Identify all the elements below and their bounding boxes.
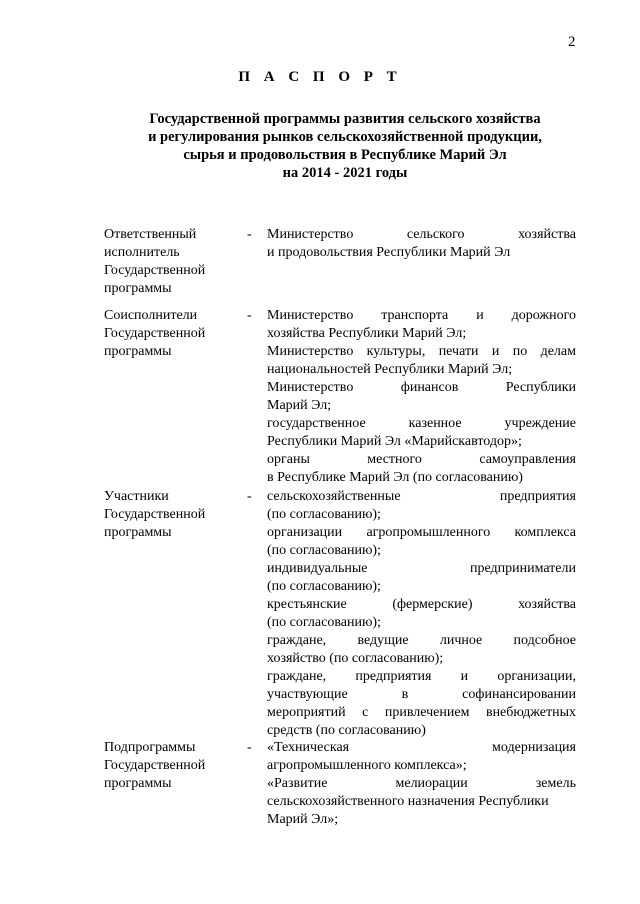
section-label-line: программы: [104, 525, 172, 540]
section-label-line: Ответственный: [104, 227, 197, 242]
section-label: [104, 307, 234, 361]
content-text: подсобное: [513, 633, 576, 648]
content-text: Министерство: [267, 227, 354, 242]
section-label: [104, 226, 234, 298]
content-text: софинансировании: [462, 687, 576, 702]
content-text: организации,: [497, 669, 576, 684]
content-text: агропромышленного комплекса»;: [267, 758, 467, 773]
section-label-line: Участники: [104, 489, 169, 504]
content-line: [267, 361, 576, 379]
section-dash: -: [247, 489, 252, 504]
content-text: земель: [535, 776, 576, 791]
content-text: личное: [439, 633, 483, 648]
section-label: [104, 739, 234, 793]
content-line: [267, 343, 576, 361]
section-label: [104, 488, 234, 542]
content-line: [267, 722, 576, 740]
content-line: [267, 775, 576, 793]
content-line: [267, 811, 576, 829]
content-text: индивидуальные: [267, 561, 368, 576]
content-text: Министерство: [267, 308, 354, 323]
content-text: граждане,: [267, 633, 327, 648]
content-text: местного: [367, 452, 422, 467]
content-text: в: [401, 687, 409, 702]
section-label-line: Государственной: [104, 263, 206, 278]
content-line: [267, 397, 576, 415]
content-line: [267, 506, 576, 524]
content-text: (по согласованию);: [267, 507, 381, 522]
content-line: [267, 433, 576, 451]
content-text: (фермерские): [392, 597, 473, 612]
content-line: [267, 325, 576, 343]
content-text: печати: [438, 344, 479, 359]
section-label-line: Соисполнители: [104, 308, 198, 323]
section-label-line: Государственной: [104, 758, 206, 773]
content-text: государственное: [267, 416, 366, 431]
content-line: [267, 704, 576, 722]
content-text: ведущие: [357, 633, 409, 648]
content-line: [267, 739, 576, 757]
content-text: сельскохозяйственные: [267, 489, 401, 504]
section-label-line: Государственной: [104, 507, 206, 522]
content-text: привлечением: [384, 705, 470, 720]
content-line: [267, 307, 576, 325]
content-text: крестьянские: [267, 597, 347, 612]
section-content: [267, 307, 576, 487]
section-label-line: Государственной: [104, 326, 206, 341]
content-line: [267, 415, 576, 433]
content-line: [267, 488, 576, 506]
content-line: [267, 524, 576, 542]
content-text: Республики Марий Эл «Марийскавтодор»;: [267, 434, 522, 449]
document-subtitle: [110, 110, 580, 182]
content-line: [267, 379, 576, 397]
section-label-line: программы: [104, 344, 172, 359]
content-text: учреждение: [504, 416, 576, 431]
content-text: по: [512, 344, 528, 359]
content-line: [267, 614, 576, 632]
content-text: предприятия: [355, 669, 432, 684]
content-text: и: [460, 669, 469, 684]
content-text: «Развитие: [267, 776, 328, 791]
content-line: [267, 244, 576, 262]
content-text: в Республике Марий Эл (по согласованию): [267, 470, 523, 485]
content-text: дорожного: [511, 308, 576, 323]
section-dash: -: [247, 740, 252, 755]
content-text: хозяйство (по согласованию);: [267, 651, 444, 666]
content-text: хозяйства: [518, 227, 576, 242]
content-text: модернизация: [492, 740, 576, 755]
section-label-line: программы: [104, 776, 172, 791]
content-line: [267, 578, 576, 596]
content-text: с: [362, 705, 369, 720]
content-line: [267, 469, 576, 487]
section-label-line: Подпрограммы: [104, 740, 196, 755]
content-text: предприниматели: [469, 561, 576, 576]
content-line: [267, 632, 576, 650]
content-text: сельского: [406, 227, 465, 242]
content-line: [267, 757, 576, 775]
content-text: самоуправления: [479, 452, 576, 467]
content-text: мероприятий: [267, 705, 346, 720]
content-line: [267, 668, 576, 686]
content-line: [267, 226, 576, 244]
content-text: организации: [267, 525, 343, 540]
content-text: (по согласованию);: [267, 615, 381, 630]
content-text: казенное: [408, 416, 462, 431]
content-text: и продовольствия Республики Марий Эл: [267, 245, 511, 260]
content-text: «Техническая: [267, 740, 350, 755]
subtitle-line: на 2014 - 2021 годы: [282, 165, 408, 181]
content-text: и: [476, 308, 484, 323]
content-line: [267, 596, 576, 614]
content-text: культуры,: [366, 344, 426, 359]
subtitle-line: сырья и продовольствия в Республике Марий Эл: [183, 147, 507, 163]
content-text: Марий Эл»;: [267, 812, 339, 827]
content-text: предприятия: [499, 489, 576, 504]
content-line: [267, 560, 576, 578]
content-line: [267, 686, 576, 704]
section-content: [267, 226, 576, 262]
content-text: внебюджетных: [485, 705, 576, 720]
content-text: граждане,: [267, 669, 327, 684]
section-dash: -: [247, 308, 252, 323]
content-text: Республики: [505, 380, 576, 395]
section-content: [267, 739, 576, 829]
content-text: (по согласованию);: [267, 543, 381, 558]
subtitle-line: и регулирования рынков сельскохозяйственной продукции,: [148, 129, 542, 145]
content-line: [267, 793, 576, 811]
content-text: (по согласованию);: [267, 579, 381, 594]
section-dash: -: [247, 227, 252, 242]
content-text: мелиорации: [395, 776, 468, 791]
document-title: П А С П О Р Т: [238, 69, 402, 85]
content-text: средств (по согласованию): [267, 723, 426, 738]
content-line: [267, 542, 576, 560]
content-text: органы: [267, 452, 310, 467]
content-text: хозяйства Республики Марий Эл;: [267, 326, 467, 341]
section-label-line: исполнитель: [104, 245, 180, 260]
content-line: [267, 650, 576, 668]
content-text: комплекса: [514, 525, 576, 540]
content-text: национальностей Республики Марий Эл;: [267, 362, 513, 377]
content-text: делам: [540, 344, 576, 359]
section-label-line: программы: [104, 281, 172, 296]
content-text: участвующие: [267, 687, 348, 702]
content-text: сельскохозяйственного назначения Республики: [267, 794, 549, 809]
content-text: Министерство: [267, 380, 354, 395]
content-text: финансов: [400, 380, 459, 395]
content-text: агропромышленного: [366, 525, 491, 540]
content-text: Министерство: [267, 344, 354, 359]
section-content: [267, 488, 576, 740]
content-text: и: [491, 344, 500, 359]
content-text: Марий Эл;: [267, 398, 332, 413]
content-line: [267, 451, 576, 469]
content-text: хозяйства: [518, 597, 576, 612]
content-text: транспорта: [381, 308, 449, 323]
page-number: 2: [568, 34, 576, 50]
subtitle-line: Государственной программы развития сельского хозяйства: [149, 111, 541, 127]
